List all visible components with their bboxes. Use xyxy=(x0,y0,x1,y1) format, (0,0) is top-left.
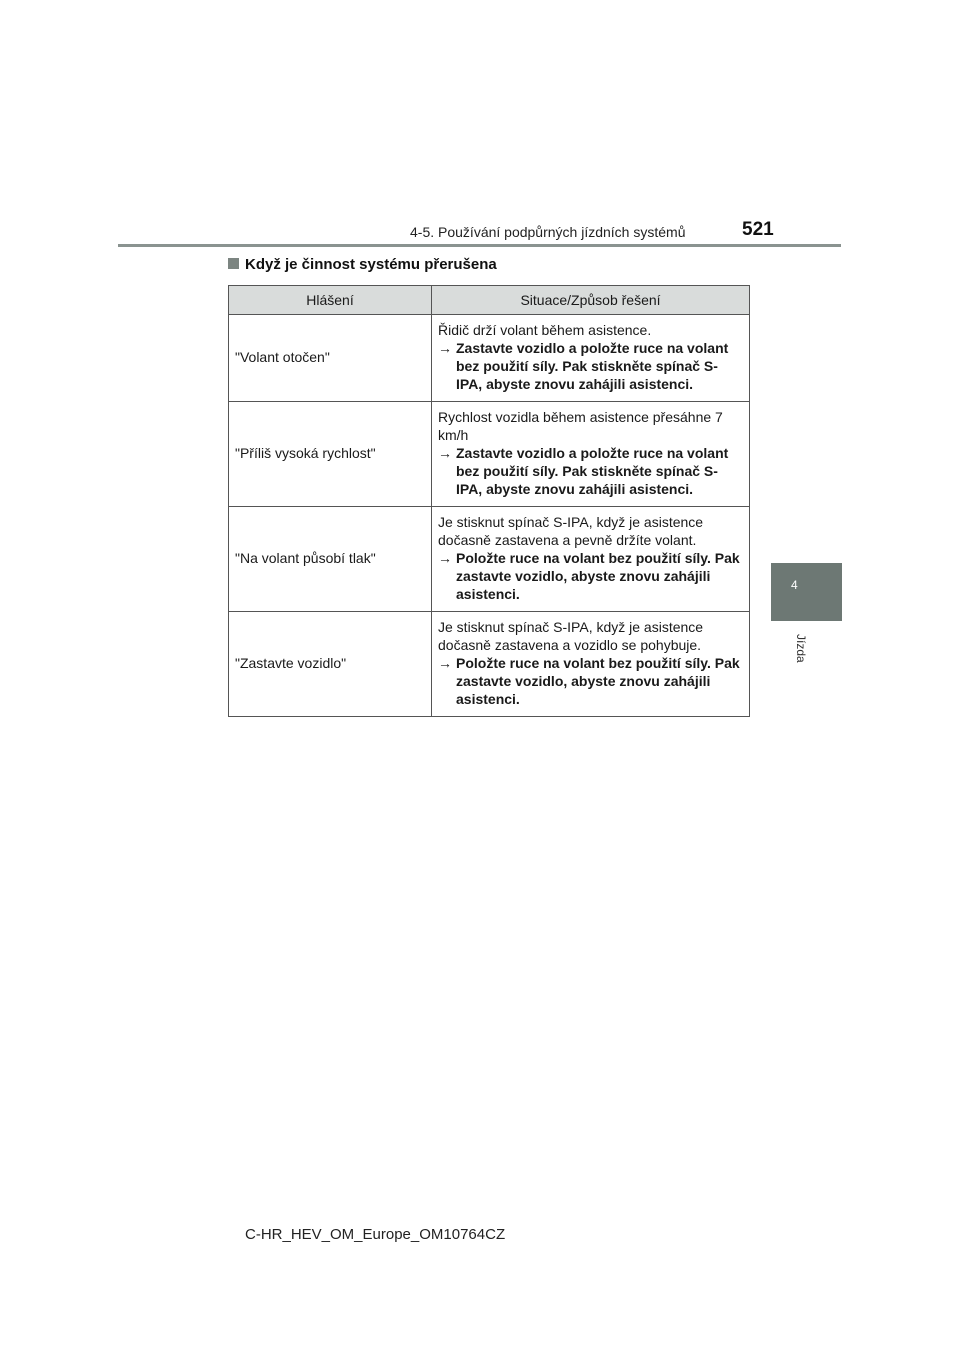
table-row xyxy=(229,612,750,717)
header-section-title: 4-5. Používání podpůrných jízdních systémů xyxy=(410,224,686,240)
situation-cell xyxy=(432,507,750,612)
situation-cell xyxy=(432,402,750,507)
section-heading-text: Když je činnost systému přerušena xyxy=(245,256,497,273)
action-line xyxy=(438,444,743,498)
action-text: Zastavte vozidlo a položte ruce na volant bez použití síly. Pak stiskněte spínač S-IPA, abyste znovu zahájili asistenci. xyxy=(456,340,729,392)
messages-table xyxy=(228,285,750,717)
table-row xyxy=(229,402,750,507)
column-header-situation: Situace/Způsob řešení xyxy=(432,286,750,315)
header-divider xyxy=(118,244,841,247)
situation-text: Je stisknut spínač S-IPA, když je asistence dočasně zastavena a pevně držíte volant. xyxy=(438,514,704,548)
message-cell: "Na volant působí tlak" xyxy=(229,507,432,612)
arrow-icon: → xyxy=(438,550,452,566)
chapter-tab-label: Jízda xyxy=(794,634,808,663)
document-code: C-HR_HEV_OM_Europe_OM10764CZ xyxy=(245,1226,506,1243)
message-cell: "Volant otočen" xyxy=(229,315,432,402)
situation-cell xyxy=(432,315,750,402)
arrow-icon: → xyxy=(438,445,452,461)
action-text: Položte ruce na volant bez použití síly. Pak zastavte vozidlo, abyste znovu zahájili asistenci. xyxy=(456,550,740,602)
situation-text: Řidič drží volant během asistence. xyxy=(438,322,652,338)
heading-square-icon xyxy=(228,258,239,269)
action-text: Zastavte vozidlo a položte ruce na volant bez použití síly. Pak stiskněte spínač S-IPA, abyste znovu zahájili asistenci. xyxy=(456,445,729,497)
table-header-row xyxy=(229,286,750,315)
table-row xyxy=(229,507,750,612)
action-line xyxy=(438,654,743,708)
column-header-message: Hlášení xyxy=(229,286,432,315)
action-text: Položte ruce na volant bez použití síly. Pak zastavte vozidlo, abyste znovu zahájili asistenci. xyxy=(456,655,740,707)
page-number: 521 xyxy=(742,219,774,240)
arrow-icon: → xyxy=(438,655,452,671)
action-line xyxy=(438,339,743,393)
chapter-tab xyxy=(771,563,842,621)
section-heading xyxy=(228,256,497,273)
action-line xyxy=(438,549,743,603)
situation-text: Je stisknut spínač S-IPA, když je asistence dočasně zastavena a vozidlo se pohybuje. xyxy=(438,619,704,653)
message-cell: "Zastavte vozidlo" xyxy=(229,612,432,717)
message-cell: "Příliš vysoká rychlost" xyxy=(229,402,432,507)
chapter-tab-number: 4 xyxy=(791,578,798,592)
table-row xyxy=(229,315,750,402)
situation-cell xyxy=(432,612,750,717)
arrow-icon: → xyxy=(438,340,452,356)
situation-text: Rychlost vozidla během asistence přesáhne 7 km/h xyxy=(438,409,723,443)
